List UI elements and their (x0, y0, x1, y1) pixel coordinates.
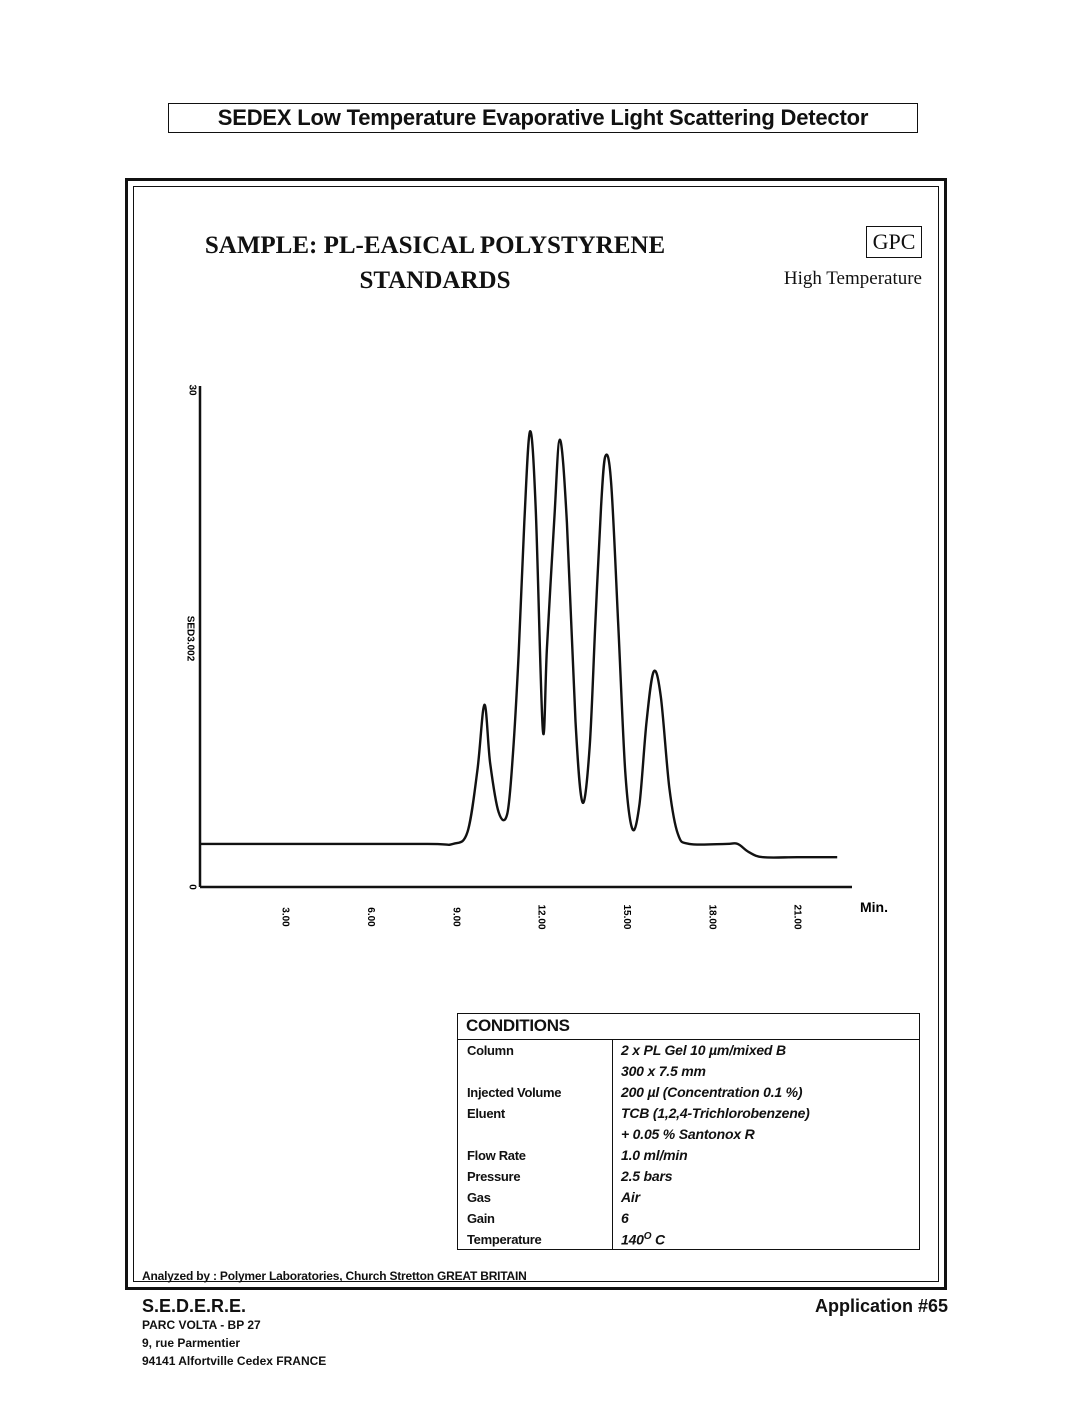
condition-label: Temperature (467, 1232, 542, 1247)
document-header-title: SEDEX Low Temperature Evaporative Light Scattering Detector (168, 103, 918, 133)
y-tick-label: 30 (186, 384, 198, 396)
x-tick-label: 3.00 (279, 907, 291, 927)
condition-value: 300 x 7.5 mm (621, 1063, 706, 1079)
chart-axes (200, 386, 852, 887)
chromatogram-chart (170, 370, 890, 940)
conditions-title: CONDITIONS (466, 1016, 570, 1035)
address-line-2: 9, rue Parmentier (142, 1336, 241, 1350)
condition-value: 6 (621, 1210, 629, 1226)
chart-ticks (184, 384, 888, 930)
x-tick-label: 18.00 (706, 904, 718, 930)
sample-title (150, 228, 720, 298)
conditions-table (457, 1013, 920, 1250)
condition-value: $140^O$ C (621, 1231, 665, 1248)
x-tick-label: 9.00 (450, 907, 462, 927)
y-tick-label: 0 (186, 884, 198, 890)
y-axis-label: SED3.002 (184, 615, 196, 662)
condition-value: Air (621, 1189, 640, 1205)
condition-value: 200 µl (Concentration 0.1 %) (621, 1084, 803, 1100)
analyzed-by: Analyzed by : Polymer Laboratories, Church Stretton GREAT BRITAIN (142, 1269, 527, 1283)
address-line-3: 94141 Alfortville Cedex FRANCE (142, 1354, 327, 1368)
method-badge: GPC (866, 226, 922, 258)
conditions-column-divider (612, 1040, 613, 1249)
condition-label: Gain (467, 1211, 495, 1226)
sample-title-line2: STANDARDS (359, 267, 511, 294)
condition-label: Gas (467, 1190, 491, 1205)
application-number: Application #65 (814, 1296, 948, 1316)
condition-value: 2.5 bars (621, 1168, 673, 1184)
x-tick-label: 12.00 (535, 904, 547, 930)
chart-series (200, 431, 837, 857)
chromatogram-trace (200, 431, 837, 857)
condition-label: Eluent (467, 1106, 505, 1121)
sample-title-line1: SAMPLE: PL-EASICAL POLYSTYRENE (204, 232, 666, 259)
condition-label: Column (467, 1043, 514, 1058)
conditions-header-divider (458, 1039, 919, 1040)
address-line-1: PARC VOLTA - BP 27 (142, 1318, 261, 1332)
method-subtitle: High Temperature (783, 268, 922, 289)
company-name: S.E.D.E.R.E. (142, 1296, 247, 1316)
condition-label: Pressure (467, 1169, 521, 1184)
condition-value: TCB (1,2,4-Trichlorobenzene) (621, 1105, 810, 1121)
condition-value: 2 x PL Gel 10 µm/mixed B (621, 1042, 786, 1058)
x-tick-label: 6.00 (365, 907, 377, 927)
x-axis-label: Min. (860, 899, 888, 915)
condition-value: + 0.05 % Santonox R (621, 1126, 755, 1142)
condition-label: Flow Rate (467, 1148, 526, 1163)
x-tick-label: 21.00 (791, 904, 803, 930)
condition-value: 1.0 ml/min (621, 1147, 688, 1163)
condition-value-superscript: O (643, 1231, 652, 1242)
x-tick-label: 15.00 (621, 904, 633, 930)
condition-label: Injected Volume (467, 1085, 562, 1100)
